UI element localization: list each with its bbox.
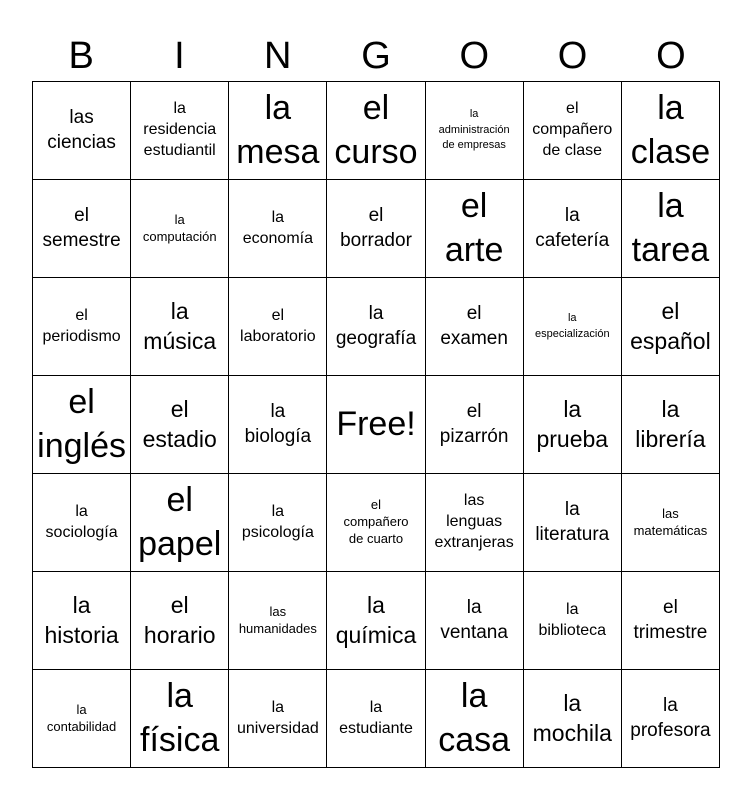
cell-text: la clase: [630, 88, 711, 171]
bingo-cell: [131, 82, 229, 180]
cell-text: la estudiante: [339, 698, 413, 737]
cell-text: las lenguas extranjeras: [434, 492, 514, 551]
header-letter: G: [361, 35, 391, 77]
bingo-cell: [622, 180, 720, 278]
cell-text: la cafetería: [535, 205, 610, 251]
cell-text: las humanidades: [238, 603, 317, 636]
bingo-cell: [524, 376, 622, 474]
bingo-cell: [33, 82, 131, 180]
bingo-cell: [33, 278, 131, 376]
bingo-cell: [229, 670, 327, 768]
cell-text: la contabilidad: [46, 701, 117, 734]
cell-text: el español: [630, 298, 711, 354]
cell-text: la ventana: [440, 597, 508, 643]
cell-text: la administración de empresas: [438, 108, 510, 152]
cell-text: la universidad: [236, 698, 319, 737]
bingo-cell: [426, 82, 524, 180]
cell-text: la biología: [244, 401, 312, 447]
bingo-header: [32, 30, 720, 82]
cell-text: la profesora: [630, 695, 711, 741]
cell-text: Free!: [336, 404, 416, 443]
bingo-cell: [524, 180, 622, 278]
bingo-cell: [622, 474, 720, 572]
cell-text: el laboratorio: [240, 306, 316, 345]
bingo-cell: [524, 278, 622, 376]
bingo-cell: [622, 572, 720, 670]
cell-text: la biblioteca: [538, 600, 607, 639]
cell-text: la prueba: [536, 396, 609, 452]
cell-text: el inglés: [37, 382, 126, 465]
bingo-cell: [327, 376, 425, 474]
cell-text: el pizarrón: [439, 401, 509, 447]
bingo-cell: [524, 572, 622, 670]
bingo-cell: [33, 572, 131, 670]
cell-text: el borrador: [340, 205, 412, 251]
bingo-cell: [327, 82, 425, 180]
bingo-cell: [524, 474, 622, 572]
cell-text: el papel: [138, 480, 222, 563]
cell-text: la geografía: [335, 303, 417, 349]
bingo-cell: [229, 180, 327, 278]
cell-text: la literatura: [535, 499, 610, 545]
cell-text: la sociología: [45, 502, 118, 541]
header-letter: I: [174, 35, 185, 77]
cell-text: el examen: [440, 303, 508, 349]
header-letter: N: [263, 35, 292, 77]
bingo-cell: [33, 376, 131, 474]
bingo-cell: [622, 82, 720, 180]
bingo-cell: [229, 474, 327, 572]
cell-text: la especialización: [534, 312, 610, 340]
bingo-cell: [426, 278, 524, 376]
cell-text: las ciencias: [47, 107, 116, 153]
bingo-cell: [327, 180, 425, 278]
cell-text: el curso: [334, 88, 418, 171]
bingo-card: [32, 81, 720, 768]
bingo-cell: [622, 670, 720, 768]
bingo-cell: [327, 670, 425, 768]
cell-text: la residencia estudiantil: [143, 100, 217, 159]
bingo-cell: [524, 82, 622, 180]
cell-text: la tarea: [631, 186, 710, 269]
cell-text: la casa: [438, 676, 511, 759]
bingo-cell: [426, 670, 524, 768]
cell-text: el semestre: [42, 205, 121, 251]
bingo-cell: [33, 474, 131, 572]
cell-text: el estadio: [142, 396, 217, 452]
bingo-cell: [524, 670, 622, 768]
bingo-cell: [229, 82, 327, 180]
cell-text: el horario: [143, 592, 216, 648]
cell-text: la librería: [635, 396, 706, 452]
cell-text: la computación: [142, 211, 217, 244]
bingo-cell: [33, 670, 131, 768]
bingo-cell: [229, 572, 327, 670]
bingo-cell: [426, 376, 524, 474]
header-letter: O: [656, 35, 686, 77]
header-letter: O: [459, 35, 490, 77]
header-letter: B: [68, 35, 94, 77]
header-letter: O: [557, 35, 588, 77]
bingo-cell: [229, 376, 327, 474]
bingo-cell: [426, 180, 524, 278]
cell-text: la mochila: [532, 690, 612, 746]
bingo-cell: [131, 278, 229, 376]
cell-text: la economía: [242, 208, 313, 247]
cell-text: el compañero de cuarto: [343, 497, 409, 546]
bingo-cell: [33, 180, 131, 278]
bingo-cell: [131, 572, 229, 670]
bingo-cell: [327, 278, 425, 376]
cell-text: las matemáticas: [633, 505, 708, 538]
bingo-cell: [426, 572, 524, 670]
bingo-cell: [131, 180, 229, 278]
bingo-cell: [131, 474, 229, 572]
bingo-cell: [229, 278, 327, 376]
cell-text: el compañero de clase: [532, 100, 613, 159]
cell-text: el trimestre: [633, 597, 708, 643]
bingo-cell: [426, 474, 524, 572]
bingo-cell: [622, 376, 720, 474]
bingo-cell: [327, 572, 425, 670]
bingo-cell: [131, 376, 229, 474]
cell-text: la química: [335, 592, 417, 648]
cell-text: la psicología: [241, 502, 314, 541]
cell-text: el periodismo: [42, 306, 121, 345]
cell-text: la mesa: [236, 88, 320, 171]
cell-text: la física: [140, 676, 220, 759]
bingo-cell: [131, 670, 229, 768]
cell-text: la música: [143, 298, 217, 354]
cell-text: el arte: [444, 186, 504, 269]
cell-text: la historia: [44, 592, 119, 648]
bingo-cell: [327, 474, 425, 572]
bingo-cell: [622, 278, 720, 376]
